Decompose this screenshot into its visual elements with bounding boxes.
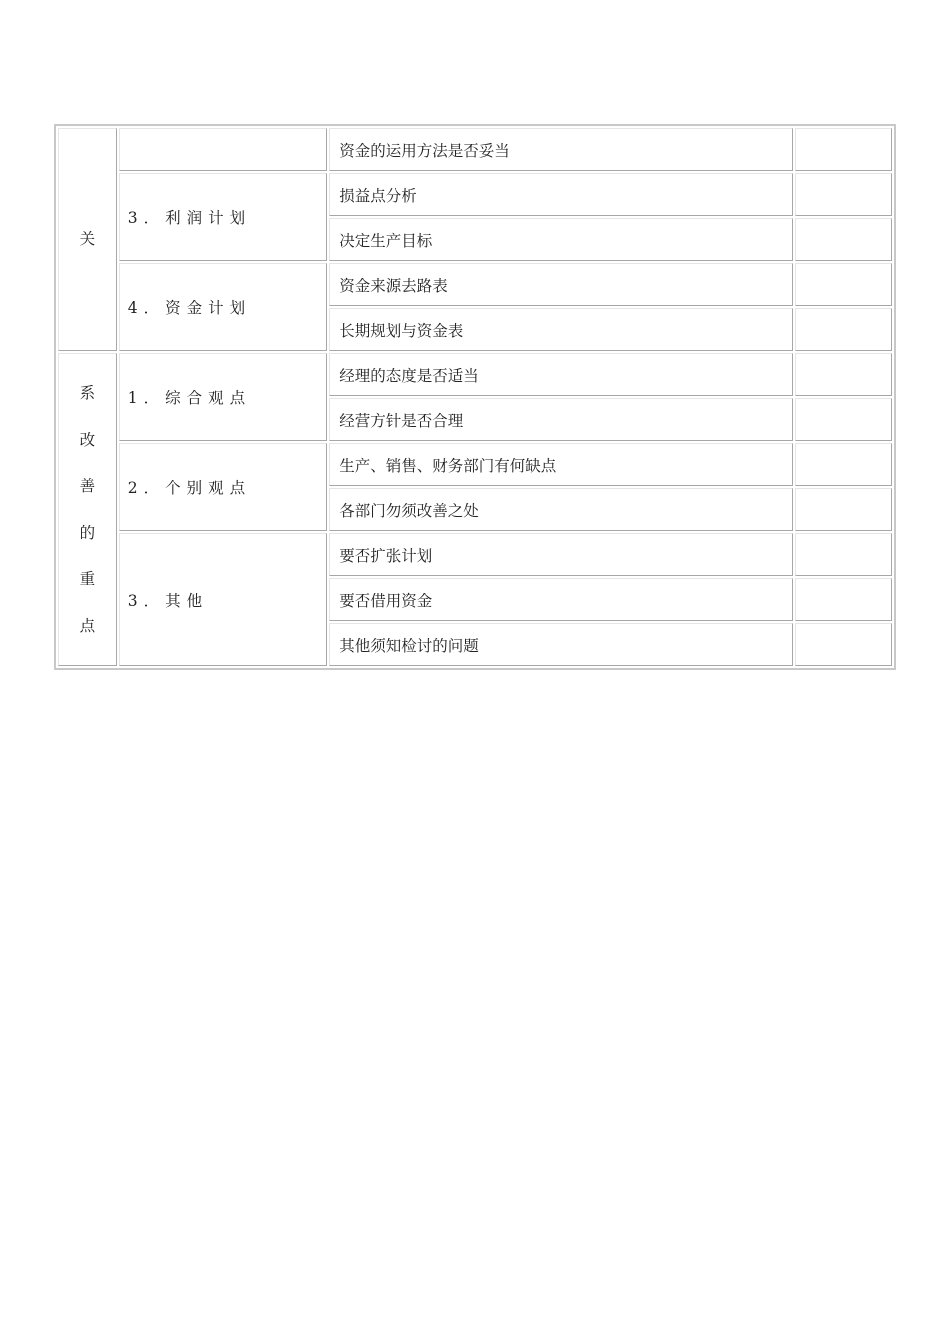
check-cell <box>795 353 892 396</box>
category-char: 重 <box>79 570 96 588</box>
item-cell: 其他须知检讨的问题 <box>329 623 793 666</box>
item-cell: 经理的态度是否适当 <box>329 353 793 396</box>
category-char: 点 <box>79 616 96 635</box>
item-cell: 损益点分析 <box>329 173 793 216</box>
item-cell: 各部门勿须改善之处 <box>329 488 793 531</box>
check-cell <box>795 443 892 486</box>
table-row <box>58 173 892 216</box>
item-cell: 长期规划与资金表 <box>329 308 793 351</box>
table-row <box>58 533 892 576</box>
check-cell <box>795 398 892 441</box>
category-char: 的 <box>79 523 96 542</box>
category-char: 系 <box>79 384 96 402</box>
check-cell <box>795 263 892 306</box>
check-cell <box>795 623 892 666</box>
category-cell <box>58 353 117 666</box>
check-cell <box>795 218 892 261</box>
item-cell: 要否扩张计划 <box>329 533 793 576</box>
check-cell <box>795 533 892 576</box>
table-row <box>58 263 892 306</box>
category-cell <box>58 128 117 351</box>
category-char: 善 <box>79 477 96 495</box>
plan-cell: 3．利润计划 <box>119 173 328 261</box>
check-cell <box>795 578 892 621</box>
plan-cell: 3．其他 <box>119 533 328 666</box>
item-cell: 生产、销售、财务部门有何缺点 <box>329 443 793 486</box>
item-cell: 资金的运用方法是否妥当 <box>329 128 793 171</box>
table-row <box>58 443 892 486</box>
item-cell: 要否借用资金 <box>329 578 793 621</box>
check-cell <box>795 128 892 171</box>
plan-cell: 1．综合观点 <box>119 353 328 441</box>
review-table <box>54 124 896 670</box>
table-row <box>58 128 892 171</box>
category-char: 改 <box>79 430 96 449</box>
item-cell: 经营方针是否合理 <box>329 398 793 441</box>
plan-cell: 2．个别观点 <box>119 443 328 531</box>
check-cell <box>795 308 892 351</box>
category-char: 关 <box>79 230 96 249</box>
check-cell <box>795 488 892 531</box>
check-cell <box>795 173 892 216</box>
item-cell: 决定生产目标 <box>329 218 793 261</box>
item-cell: 资金来源去路表 <box>329 263 793 306</box>
table-row <box>58 353 892 396</box>
plan-cell: 4．资金计划 <box>119 263 328 351</box>
plan-cell <box>119 128 328 171</box>
